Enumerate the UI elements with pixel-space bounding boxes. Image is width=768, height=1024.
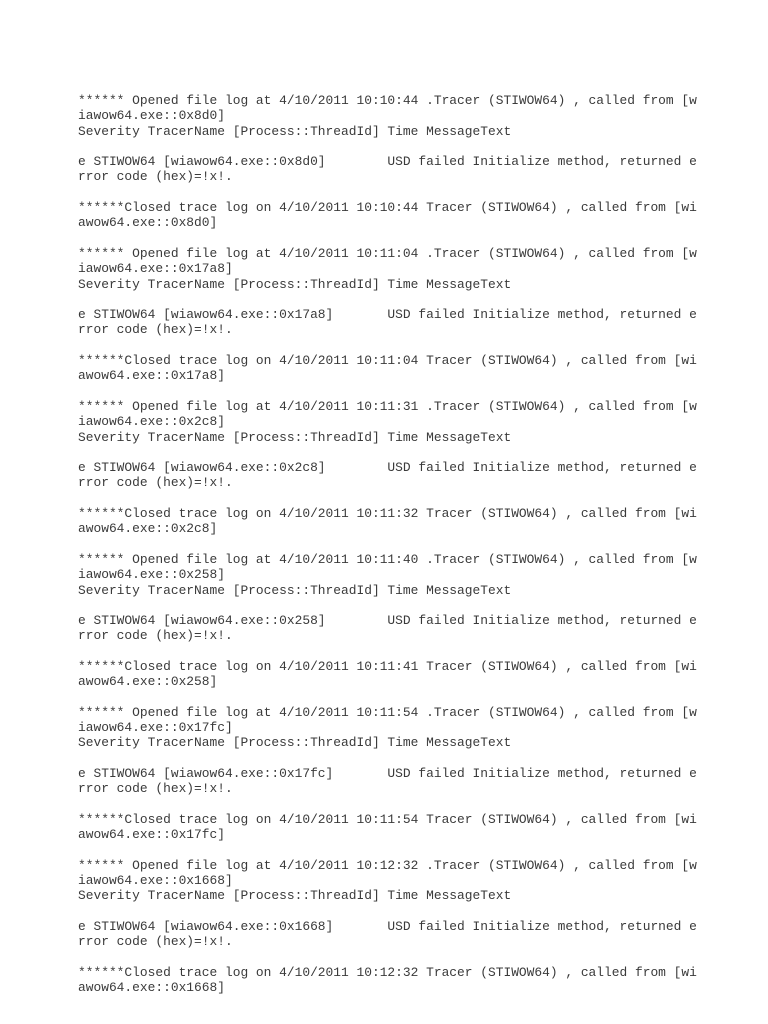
error-line: rror code (hex)=!x!. — [78, 322, 233, 338]
opened-line: ****** Opened file log at 4/10/2011 10:11:54 .Tracer (STIWOW64) , called from [w — [78, 704, 697, 720]
error-line: rror code (hex)=!x!. — [78, 781, 233, 797]
error-line: rror code (hex)=!x!. — [78, 169, 233, 185]
log-entry — [78, 705, 708, 858]
closed-line: ******Closed trace log on 4/10/2011 10:11:54 Tracer (STIWOW64) , called from [wi — [78, 811, 697, 827]
log-entry — [78, 399, 708, 552]
error-line: e STIWOW64 [wiawow64.exe::0x17fc] USD failed Initialize method, returned e — [78, 766, 697, 782]
closed-line: awow64.exe::0x17fc] — [78, 827, 225, 843]
error-line: rror code (hex)=!x!. — [78, 475, 233, 491]
error-line: e STIWOW64 [wiawow64.exe::0x8d0] USD failed Initialize method, returned e — [78, 154, 697, 170]
opened-line: ****** Opened file log at 4/10/2011 10:10:44 .Tracer (STIWOW64) , called from [w — [78, 93, 697, 108]
column-header-line: Severity TracerName [Process::ThreadId] Time MessageText — [78, 888, 512, 904]
column-header-line: Severity TracerName [Process::ThreadId] Time MessageText — [78, 582, 512, 598]
opened-line: ****** Opened file log at 4/10/2011 10:11:40 .Tracer (STIWOW64) , called from [w — [78, 551, 697, 567]
closed-line: awow64.exe::0x8d0] — [78, 215, 218, 231]
opened-line: iawow64.exe::0x1668] — [78, 873, 233, 889]
column-header-line: Severity TracerName [Process::ThreadId] Time MessageText — [78, 123, 512, 139]
column-header-line: Severity TracerName [Process::ThreadId] Time MessageText — [78, 276, 512, 292]
opened-line: iawow64.exe::0x17a8] — [78, 261, 233, 277]
closed-line: awow64.exe::0x258] — [78, 674, 218, 690]
log-entry — [78, 246, 708, 399]
opened-line: iawow64.exe::0x258] — [78, 567, 225, 583]
closed-line: awow64.exe::0x17a8] — [78, 368, 225, 384]
error-line: e STIWOW64 [wiawow64.exe::0x17a8] USD failed Initialize method, returned e — [78, 307, 697, 323]
opened-line: ****** Opened file log at 4/10/2011 10:11:31 .Tracer (STIWOW64) , called from [w — [78, 398, 697, 414]
log-entry — [78, 552, 708, 705]
log-document — [78, 93, 708, 996]
error-line: e STIWOW64 [wiawow64.exe::0x2c8] USD failed Initialize method, returned e — [78, 460, 697, 476]
error-line: e STIWOW64 [wiawow64.exe::0x1668] USD failed Initialize method, returned e — [78, 919, 697, 935]
opened-line: ****** Opened file log at 4/10/2011 10:12:32 .Tracer (STIWOW64) , called from [w — [78, 857, 697, 873]
opened-line: iawow64.exe::0x2c8] — [78, 414, 225, 430]
error-line: rror code (hex)=!x!. — [78, 934, 233, 950]
closed-line: ******Closed trace log on 4/10/2011 10:10:44 Tracer (STIWOW64) , called from [wi — [78, 200, 697, 216]
error-line: e STIWOW64 [wiawow64.exe::0x258] USD failed Initialize method, returned e — [78, 613, 697, 629]
opened-line: iawow64.exe::0x8d0] — [78, 108, 225, 124]
closed-line: ******Closed trace log on 4/10/2011 10:11:04 Tracer (STIWOW64) , called from [wi — [78, 353, 697, 369]
closed-line: awow64.exe::0x2c8] — [78, 521, 218, 537]
closed-line: ******Closed trace log on 4/10/2011 10:11:32 Tracer (STIWOW64) , called from [wi — [78, 506, 697, 522]
closed-line: awow64.exe::0x1668] — [78, 980, 225, 996]
opened-line: iawow64.exe::0x17fc] — [78, 720, 233, 736]
column-header-line: Severity TracerName [Process::ThreadId] Time MessageText — [78, 735, 512, 751]
closed-line: ******Closed trace log on 4/10/2011 10:11:41 Tracer (STIWOW64) , called from [wi — [78, 658, 697, 674]
opened-line: ****** Opened file log at 4/10/2011 10:11:04 .Tracer (STIWOW64) , called from [w — [78, 245, 697, 261]
error-line: rror code (hex)=!x!. — [78, 628, 233, 644]
closed-line: ******Closed trace log on 4/10/2011 10:12:32 Tracer (STIWOW64) , called from [wi — [78, 964, 697, 980]
column-header-line: Severity TracerName [Process::ThreadId] Time MessageText — [78, 429, 512, 445]
log-entry — [78, 93, 708, 246]
log-entry — [78, 858, 708, 996]
